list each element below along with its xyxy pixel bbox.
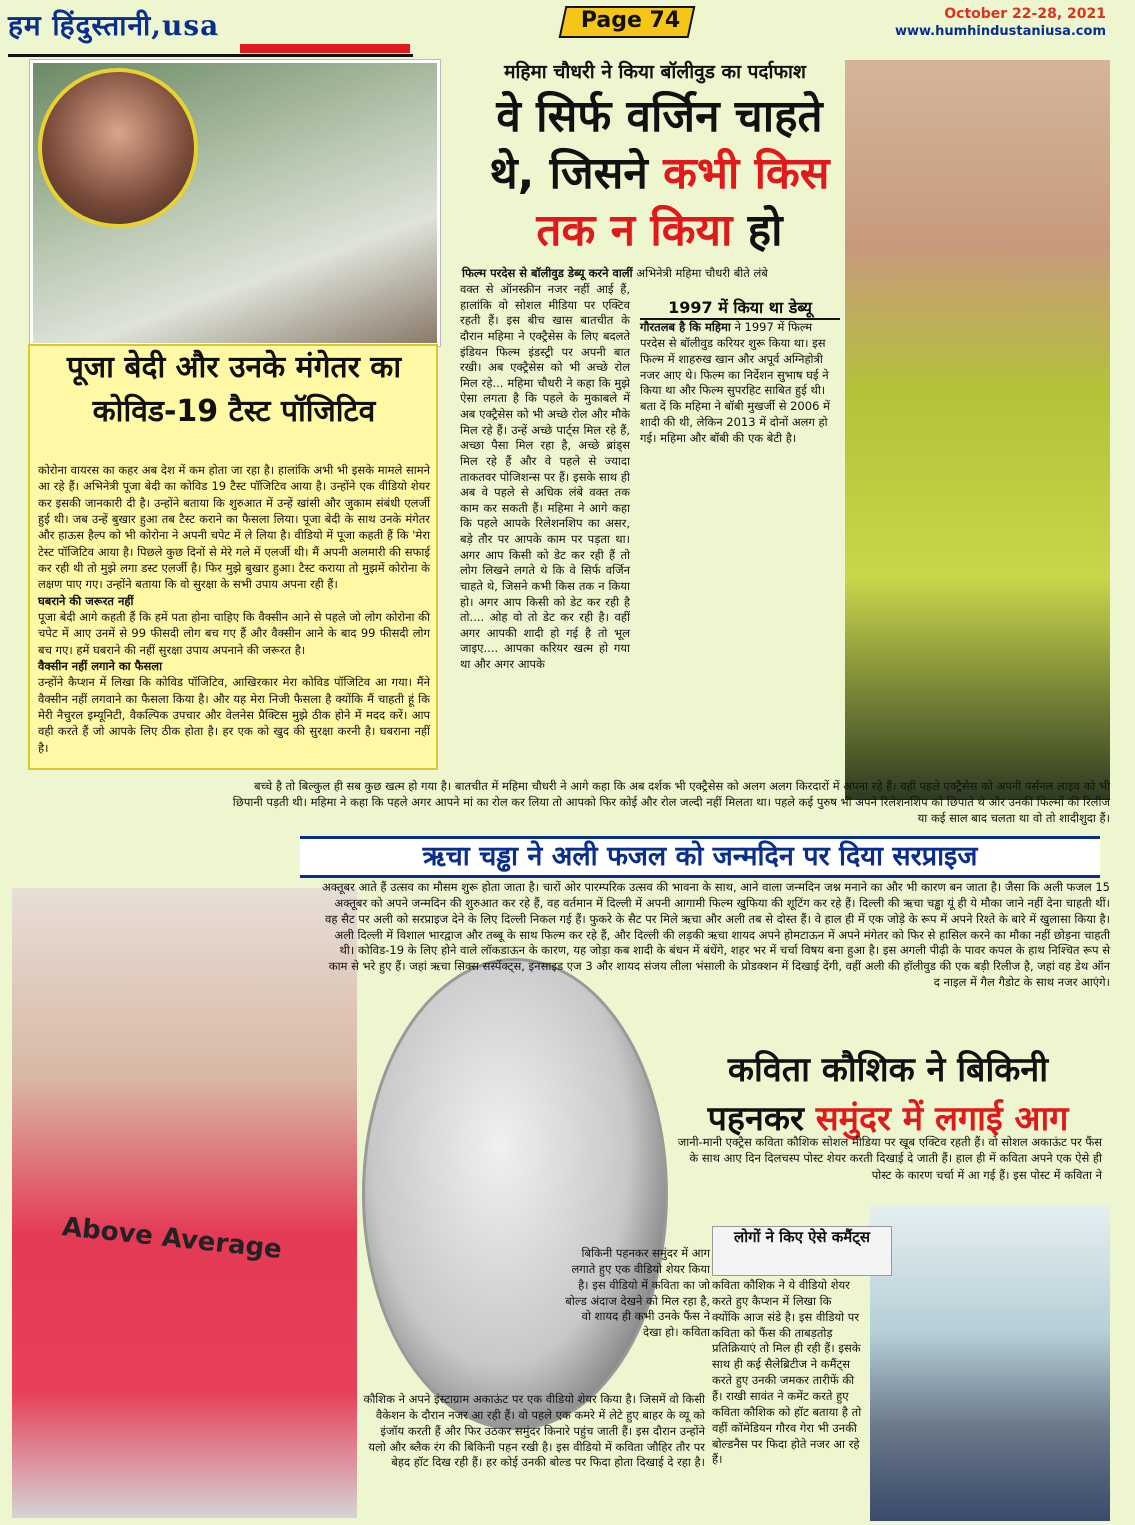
kavita-headline-line1: कविता कौशिक ने बिकिनी [727,1050,1049,1090]
mahima-sidebar-text: ने 1997 में फिल्म परदेस से बॉलीवुड करियर शुरू किया था। इस फिल्म में शाहरुख खान और अपूर्व अग्निहोत्री नजर आए थे। फिल्म का निर्देशन सुभाष घई ने किया था और फिल्म सुपरहिट साबित हुई थी। बता दें कि महिमा ने बॉबी मुखर्जी से 2006 में शादी की थी, लेकिन 2013 में दोनों अलग हो गई। महिमा और बॉबी की एक बेटी है। [640,320,830,446]
kavita-body-wrap: बिकिनी पहनकर समुंदर में आग लगाते हुए एक वीडियो शेयर किया है। इस वीडियो में कविता का जो बोल्ड अंदाज देखने को मिल रहा है, वो शायद ही कभी उनके फैंस ने देखा हो। कविता [565,1246,710,1340]
pooja-subheading-1: घबराने की जरूरत नहीं [38,593,134,608]
pooja-bedi-inset-photo [38,68,198,228]
pooja-paragraph-1: कोरोना वायरस का कहर अब देश में कम होता जा रहा है। हालांकि अभी भी इसके मामले सामने आ रहे हैं। अभिनेत्री पूजा बेदी का कोविड 19 टैस्ट पॉजिटिव आया है। उन्होंने एक वीडियो शेयर कर इसकी जानकारी दी है। उन्होंने बताया कि शुरुआत में उन्हें खांसी और जुकाम संबंधी एलर्जी हुई थी। जब उन्हें बुखार हुआ तब टैस्ट कराने का फैसला लिया। पूजा बेदी के साथ उनके मंगेतर और हाऊस हैल्प को भी कोरोना ने अपनी चपेट में ले लिया है। वीडियो में पूजा कहती हैं कि 'मेरा टेस्ट पॉजिटिव आया है। पिछले कुछ दिनों से मेरे गले में एलर्जी थी। मैं अपनी अलमारी की सफाई कर रही थी तो मुझे लगा डस्ट एलर्जी है। फिर मुझे बुखार हुआ। टैस्ट कराया तो मुझमें कोरोना के लक्षण पाए गए। उन्होंने बताया कि वो सुरक्षा के सभी उपाय अपना रही हैं। [38,463,430,592]
page-number: Page 74 [580,8,681,33]
kavita-headline-line2-red: समुंदर में लगाई आग [815,1099,1069,1140]
mahima-sidebar-heading: 1997 में किया था डेब्यू [640,296,840,320]
kavita-headline-line2-black: पहनकर [707,1099,816,1140]
mahima-kicker: महिमा चौधरी ने किया बॉलीवुड का पर्दाफाश [504,61,806,83]
mahima-chaudhry-photo [845,60,1110,800]
mahima-headline-line2-black: थे, जिसने [489,148,664,200]
kavita-sidebar-heading: लोगों ने किए ऐसे कमैंट्स [712,1226,892,1276]
pooja-paragraph-3: उन्होंने कैप्शन में लिखा कि कोविड पॉजिटिव, आखिरकार मेरा कोविड पॉजिटिव आ गया। मैंने वैक्सीन नहीं लगवाने का फैसला किया है। और यह मेरा निजी फैसला है क्योंकि मैं चाहती हूं कि मेरी नैचुरल इम्यूनिटी, वैकल्पिक उपचार और वेलनेस प्रैक्टिस मुझे ठीक होने में मदद करें। आप वही करते हैं जो आपके लिए ठीक होता है। हर एक को खुद की सुरक्षा करनी है। घबराना नहीं है। [38,675,430,755]
website-link[interactable]: www.humhindustaniusa.com [894,24,1106,39]
pooja-body [38,462,430,767]
richa-body: अक्तूबर आते हैं उत्सव का मौसम शुरू होता जाता है। चारों ओर पारम्परिक उत्सव की भावना के साथ, आने वाला जन्मदिन जश्न मनाने का और भी कारण बन जाता है। जैसा कि अली फजल 15 अक्तूबर को अपने जन्मदिन की शुरुआत कर रहे हैं, वह वर्तमान में दिल्ली में अपनी आगामी फिल्म खुफिया की शूटिंग कर रहे हैं। दिल्ली की ऋचा चड्ढा यूं ही ये मौका जाने नहीं देना चाहती थीं। वह सैट पर अली को सरप्राइज देने के लिए दिल्ली निकल गई हैं। फुकरे के सैट पर मिले ऋचा और अली तब से दोस्त हैं। वे हाल ही में एक जोड़े के रूप में अपने रिश्ते के बारे में खुलासा किया है। अली दिल्ली में विशाल भारद्वाज और तब्बू के साथ फिल्म कर रहे हैं, और दिल्ली की लड़की ऋचा शायद अपने होमटाऊन में अपने मंगेतर को फिर से हासिल करने का मौका नहीं छोड़ना चाहती थी। कोविड-19 के लिए होने वाले लॉकडाऊन के कारण, यह जोड़ा कब शादी के बंधन में बंधेंगे, शहर भर में चर्चा विषय बना हुआ है। इस अगली पीढ़ी के पावर कपल के हाथ निश्चित रूप से काम से भरे हुए हैं। जहां ऋचा सिक्स सस्पेंक्ट्स, इनसाइड एज 3 और शायद संजय लीला भंसाली के प्रोडक्शन में दिखाई देंगी, वहीं अली की हॉलीवुड की एक बड़ी रिलीज है, जहां वह डेथ ऑन द नाइल में गैल गैडोट के साथ नजर आएंगे। [322,880,1110,990]
issue-date: October 22-28, 2021 [944,6,1106,22]
mahima-headline-line3 [462,202,857,259]
pooja-headline [35,346,433,446]
pooja-subheading-2: वैक्सीन नहीं लगाने का फैसला [38,658,163,673]
mahima-continued-text: बच्चे है तो बिल्कुल ही सब कुछ खत्म हो गया है। बातचीत में महिमा चौधरी ने आगे कहा कि अब दर्शक भी एक्ट्रैसेस को अलग अलग किरदारों में अपना रहे हैं। वहीं पहले एक्ट्रैसेस को अपनी पर्सनल लाइव को भी छिपानी पड़ती थी। महिमा ने कहा कि पहले अगर आपने मां का रोल कर लिया तो आपको फिर कोई और रोल जल्दी नहीं मिलता था। पहले कई पुरुष भी अपने रिलेशनशिप को छिपाते थे और उनकी फिल्मों की रिलीज या कई साल बाद चलता था वो तो शादीशुदा हैं। [232,779,1110,826]
masthead-red-bar [240,44,410,53]
richa-headline: ऋचा चड्ढा ने अली फजल को जन्मदिन पर दिया सरप्राइज [422,841,978,872]
pooja-headline-line1: पूजा बेदी और उनके मंगेतर का [66,350,402,385]
kavita-intro: जानी-मानी एक्ट्रैस कविता कौशिक सोशल मीडिया पर खूब एक्टिव रहती हैं। वो सोशल अकाऊंट पर फैंस के साथ आए दिन दिलचस्प पोस्ट शेयर करती दिखाई दे जाती हैं। हाल ही में कविता अपने एक ऐसे ही पोस्ट के कारण चर्चा में आ गई हैं। इस पोस्ट में कविता ने [677,1135,1102,1182]
mahima-lede-text: अभिनेत्री महिमा चौधरी बीते लंबे [632,266,768,280]
mahima-headline-line3-black: हो [732,205,783,257]
mahima-sidebar-bold: गौरतलब है कि महिमा [640,320,731,334]
pooja-headline-line2: कोविड-19 टैस्ट पॉजिटिव [92,393,376,429]
richa-chadha-photo [12,888,357,1518]
mahima-headline-line2-red: कभी किस [663,148,830,200]
kavita-sidebar-body: कविता कौशिक ने ये वीडियो शेयर करते हुए कैप्शन में लिखा कि क्योंकि आज संडे है। इस वीडियो पर कविता को फैंस की ताबड़तोड़ प्रतिक्रियाएं तो मिल ही रही हैं। इसके साथ ही कई सैलेब्रिटीज ने कमैंट्स करते हुए उनकी जमकर तारीफें की हैं। राखी सावंत ने कमेंट करते हुए कविता कौशिक को हॉट बताया है तो वहीं कॉमेडियन गौरव गेरा भी उनकी बोल्डनैस पर फिदा होते नजर आ रहे हैं। [712,1278,862,1467]
shirt-print-text: Above Average [60,1212,284,1265]
mahima-headline-line2 [462,145,857,202]
masthead-title: हम हिंदुस्तानी,usa [8,9,220,42]
kavita-headline [668,1046,1108,1146]
pooja-paragraph-2: पूजा बेदी आगे कहती हैं कि हमें पता होना चाहिए कि वैक्सीन आने से पहले जो लोग कोरोना की चपेट में आए उनमें से 99 फीसदी लोग बच गए हैं और वैक्सीन आने के बाद 99 फीसदी लोग बच गए। हमें घबराने की नहीं सुरक्षा उपाय अपनाने की जरूरत है। [38,609,430,657]
kavita-kaushik-photo [870,1205,1110,1521]
mahima-headline [462,88,857,268]
mahima-lede-bold: फिल्म परदेस से बॉलीवुड डेब्यू करने वालीं [462,266,633,280]
masthead-rule [8,54,413,57]
mahima-headline-line1: वे सिर्फ वर्जिन चाहते [496,91,823,142]
mahima-body-column: वक्त से ऑनस्क्रीन नजर नहीं आई हैं, हालांकि वो सोशल मीडिया पर एक्टिव रहती हैं। इस बीच खास बातचीत के दौरान महिमा ने एक्ट्रैसेस के लिए बदलते इंडियन फिल्म इंडस्ट्री पर अपनी बात रखी। अब एक्ट्रैसेस को भी अच्छे रोल मिल रहे... महिमा चौधरी ने कहा कि मुझे ऐसा लगता है कि पहले के मुकाबले में अब एक्ट्रैसेस को भी अच्छे रोल और मौके मिल रहे हैं। उन्हें अच्छे पार्ट्स मिल रहे हैं, अच्छा पैसा मिल रहा है, अच्छे ब्रांड्स मिल रहे हैं और वे पहले से ज्यादा ताकतवर पोजिशन्स पर हैं। इसके साथ ही अब वे पहले से अधिक लंबे वक्त तक काम कर सकती हैं। महिमा ने आगे कहा कि पहले आपके रिलेशनशिप का असर, बड़े तौर पर आपके काम पर पड़ता था। अगर आप किसी को डेट कर रही हैं तो लोग लिखने लगते थे कि वे सिर्फ वर्जिन चाहते थे, जिसने कभी किस तक न किया हो। अगर आप किसी को डेट कर रही है तो.... ओह वो तो डेट कर रही है। वहीं अगर आपकी शादी हो गई है तो भूल जाइए.... आपका करियर खत्म हो गया था और अगर आपके [460,282,630,671]
mahima-headline-line3-red: तक न किया [536,205,733,257]
mahima-sidebar-body [640,320,840,550]
kavita-body-bottom: कौशिक ने अपने इंस्टाग्राम अकाऊंट पर एक वीडियो शेयर किया है। जिसमें वो किसी वैकेशन के दौरान नजर आ रही हैं। वो पहले एक कमरे में लेटे हुए बाहर के व्यू को इंजॉय करती हैं और फिर उठकर समुंदर किनारे पहुंच जाती हैं। इस दौरान उन्होंने यलो और ब्लैक रंग की बिकिनी पहन रखी है। इस वीडियो में कविता जौहिर तौर पर बेहद हॉट दिख रही हैं। हर कोई उनकी बोल्ड पर फिदा होता दिखाई दे रहा है। [363,1392,705,1470]
